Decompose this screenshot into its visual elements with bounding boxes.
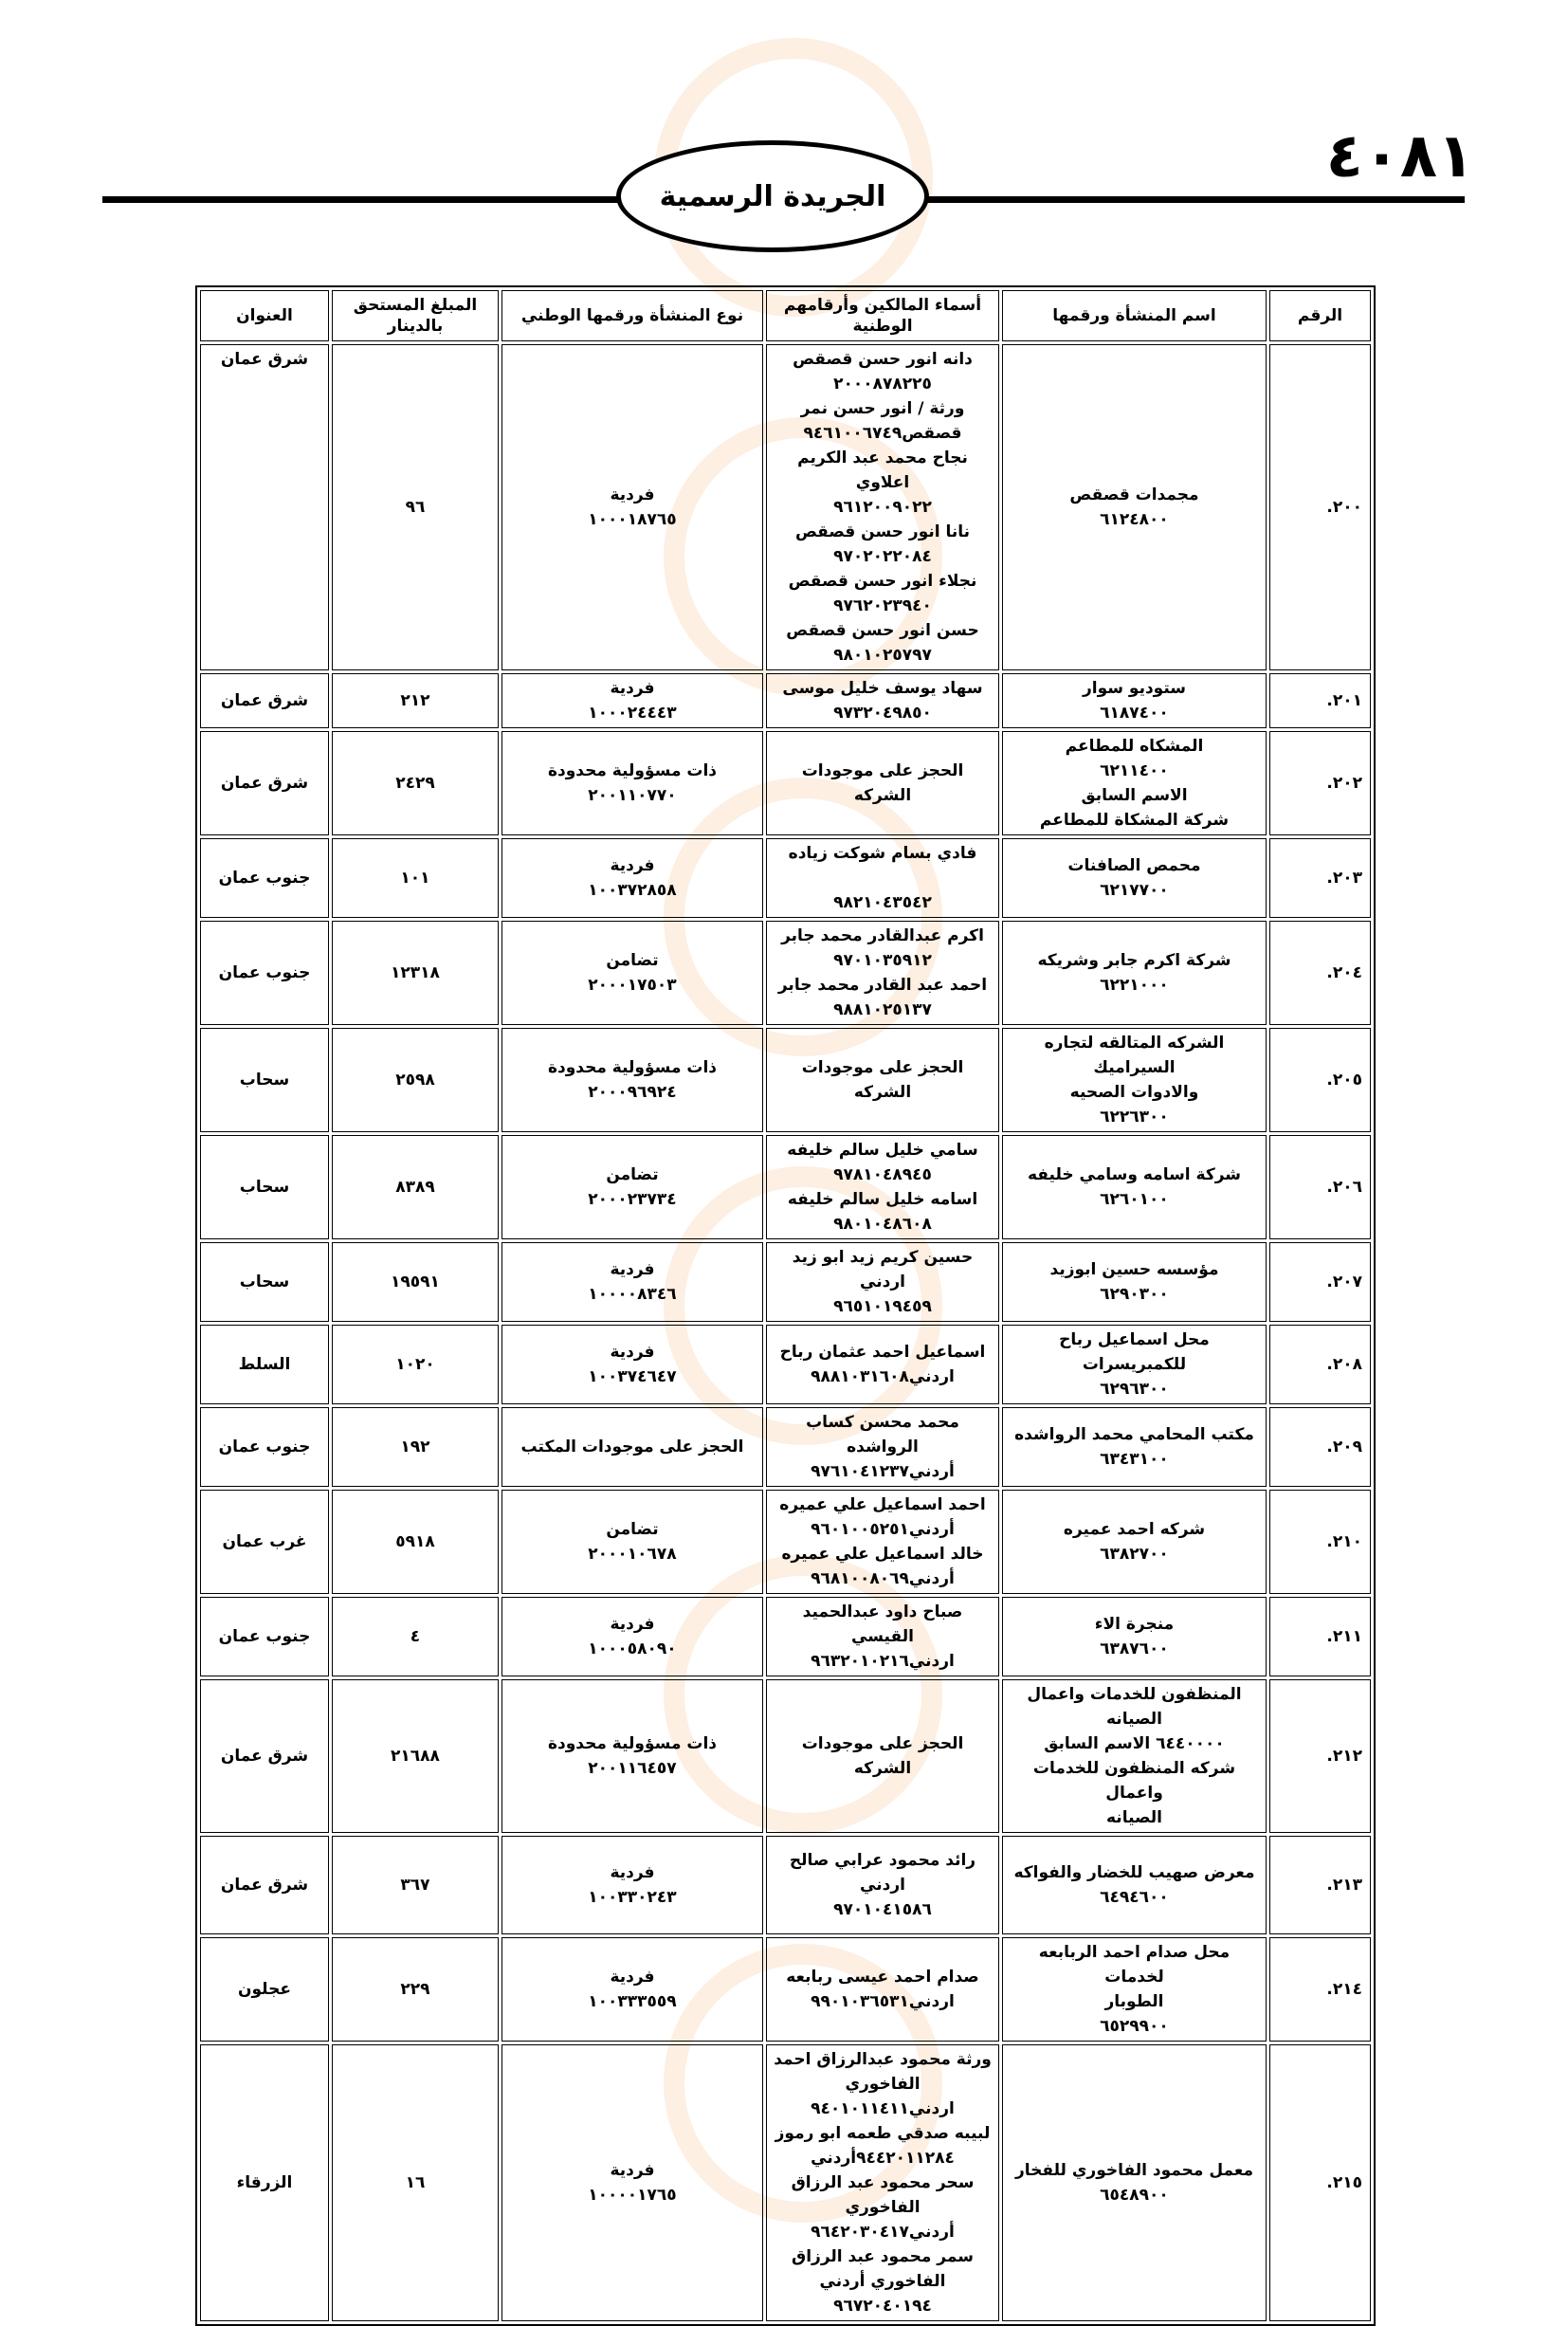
table-row — [200, 731, 1371, 835]
amount-due: ٨٣٨٩ — [332, 1135, 499, 1239]
row-number: ٢٠٧. — [1269, 1242, 1371, 1322]
address: السلط — [200, 1325, 329, 1404]
row-number: ٢٠٣. — [1269, 838, 1371, 918]
table-row — [200, 921, 1371, 1025]
amount-due: ٩٦ — [332, 344, 499, 670]
address: الزرقاء — [200, 2044, 329, 2321]
owners-list: اسماعيل احمد عثمان رباح اردني٩٨٨١٠٣١٦٠٨ — [766, 1325, 999, 1404]
establishment-name: مؤسسه حسين ابوزيد ٦٢٩٠٣٠٠ — [1002, 1242, 1267, 1322]
establishment-name: الشركه المتالقه لتجاره السيراميك والادوات الصحيه ٦٢٢٦٣٠٠ — [1002, 1028, 1267, 1132]
table-row — [200, 1679, 1371, 1833]
table-row — [200, 1490, 1371, 1594]
address: سحاب — [200, 1135, 329, 1239]
address: سحاب — [200, 1242, 329, 1322]
page-number: ٤٠٨١ — [1325, 121, 1474, 192]
row-number: ٢١٢. — [1269, 1679, 1371, 1833]
owners-list: الحجز على موجودات الشركه — [766, 1028, 999, 1132]
establishment-type: فردية ١٠٠٠١٨٧٦٥ — [501, 344, 763, 670]
amount-due: ١٠١ — [332, 838, 499, 918]
address: عجلون — [200, 1937, 329, 2042]
owners-list: احمد اسماعيل علي عميره أردني٩٦٠١٠٠٥٢٥١ خالد اسماعيل علي عميره أردني٩٦٨١٠٠٨٠٦٩ — [766, 1490, 999, 1594]
establishment-type: ذات مسؤولية محدودة ٢٠٠١١٦٤٥٧ — [501, 1679, 763, 1833]
address: شرق عمان — [200, 1836, 329, 1934]
establishment-name: شركة اكرم جابر وشريكه ٦٢٢١٠٠٠ — [1002, 921, 1267, 1025]
table-row — [200, 1597, 1371, 1676]
column-header-establishment: اسم المنشأة ورقمها — [1002, 290, 1267, 341]
owners-list: دانه انور حسن قصقص ٢٠٠٠٨٧٨٢٢٥ ورثة / انور حسن نمر قصقص٩٤٦١٠٠٦٧٤٩ نجاح محمد عبد الكريم اعلاوي ٩٦١٢٠٠٩٠٢٢ نانا انور حسن قصقص ٩٧٠٢٠٢٢٠٨٤ نجلاء انور حسن قصقص ٩٧٦٢٠٢٣٩٤٠ حسن انور حسن قصقص ٩٨٠١٠٢٥٧٩٧ — [766, 344, 999, 670]
row-number: ٢٠٤. — [1269, 921, 1371, 1025]
establishment-type: تضامن ٢٠٠٠١٧٥٠٣ — [501, 921, 763, 1025]
establishment-name: مجمدات قصقص ٦١٢٤٨٠٠ — [1002, 344, 1267, 670]
address: جنوب عمان — [200, 838, 329, 918]
address: جنوب عمان — [200, 1597, 329, 1676]
owners-list: الحجز على موجودات الشركه — [766, 731, 999, 835]
establishment-name: معمل محمود الفاخوري للفخار ٦٥٤٨٩٠٠ — [1002, 2044, 1267, 2321]
row-number: ٢١٤. — [1269, 1937, 1371, 2042]
establishment-type: فردية ١٠٠٠٢٤٤٤٣ — [501, 673, 763, 728]
owners-list: صدام احمد عيسى ربابعه اردني٩٩٠١٠٣٦٥٣١ — [766, 1937, 999, 2042]
establishment-name: شركه احمد عميره ٦٣٨٢٧٠٠ — [1002, 1490, 1267, 1594]
table-row — [200, 1836, 1371, 1934]
establishment-name: منجرة الاء ٦٣٨٧٦٠٠ — [1002, 1597, 1267, 1676]
column-header-number: الرقم — [1269, 290, 1371, 341]
establishment-name: مكتب المحامي محمد الرواشده ٦٣٤٣١٠٠ — [1002, 1407, 1267, 1487]
amount-due: ١٢٣١٨ — [332, 921, 499, 1025]
amount-due: ٢٤٢٩ — [332, 731, 499, 835]
amount-due: ٤ — [332, 1597, 499, 1676]
column-header-type: نوع المنشأة ورقمها الوطني — [501, 290, 763, 341]
address: شرق عمان — [200, 344, 329, 670]
owners-list: فادي بسام شوكت زياده ٩٨٢١٠٤٣٥٤٢ — [766, 838, 999, 918]
establishment-type: ذات مسؤولية محدودة ٢٠٠١١٠٧٧٠ — [501, 731, 763, 835]
row-number: ٢٠١. — [1269, 673, 1371, 728]
establishment-type: فردية ١٠٠٠٠١٧٦٥ — [501, 2044, 763, 2321]
address: شرق عمان — [200, 1679, 329, 1833]
establishment-name: معرض صهيب للخضار والفواكه ٦٤٩٤٦٠٠ — [1002, 1836, 1267, 1934]
table-row — [200, 673, 1371, 728]
row-number: ٢١٥. — [1269, 2044, 1371, 2321]
establishment-name: شركة اسامه وسامي خليفه ٦٢٦٠١٠٠ — [1002, 1135, 1267, 1239]
owners-list: سهاد يوسف خليل موسى ٩٧٣٢٠٤٩٨٥٠ — [766, 673, 999, 728]
establishment-type: فردية ١٠٠٣٧٢٨٥٨ — [501, 838, 763, 918]
address: سحاب — [200, 1028, 329, 1132]
establishment-type: فردية ١٠٠٠٥٨٠٩٠ — [501, 1597, 763, 1676]
owners-list: ورثة محمود عبدالرزاق احمد الفاخوري اردني٩٤٠١٠١١٤١١ لبيبه صدقي طعمه ابو رموز ٩٤٤٢٠١١٢٨٤أردني سحر محمود عبد الرزاق الفاخوري أردني٩٦٤٢٠٣٠٤١٧ سمر محمود عبد الرزاق الفاخوري أردني ٩٦٧٢٠٤٠١٩٤ — [766, 2044, 999, 2321]
establishment-name: محل صدام احمد الربابعه لخدمات الطوبار ٦٥٢٩٩٠٠ — [1002, 1937, 1267, 2042]
amount-due: ١٩٢ — [332, 1407, 499, 1487]
establishment-type: فردية ١٠٠٣٣٣٥٥٩ — [501, 1937, 763, 2042]
row-number: ٢١٣. — [1269, 1836, 1371, 1934]
table-row — [200, 1242, 1371, 1322]
column-header-amount: المبلغ المستحق بالدينار — [332, 290, 499, 341]
table-row — [200, 838, 1371, 918]
amount-due: ١٩٥٩١ — [332, 1242, 499, 1322]
address: جنوب عمان — [200, 1407, 329, 1487]
row-number: ٢٠٢. — [1269, 731, 1371, 835]
address: شرق عمان — [200, 731, 329, 835]
table-header-row — [200, 290, 1371, 341]
gazette-title-badge — [616, 140, 929, 252]
table-row — [200, 1937, 1371, 2042]
establishment-type: الحجز على موجودات المكتب — [501, 1407, 763, 1487]
column-header-address: العنوان — [200, 290, 329, 341]
row-number: ٢٠٩. — [1269, 1407, 1371, 1487]
address: جنوب عمان — [200, 921, 329, 1025]
table-row — [200, 1407, 1371, 1487]
establishment-name: المنظفون للخدمات واعمال الصيانه ٦٤٤٠٠٠٠ الاسم السابق شركه المنظفون للخدمات واعمال الصيانه — [1002, 1679, 1267, 1833]
owners-list: محمد محسن كساب الرواشده أردني٩٧٦١٠٤١٢٣٧ — [766, 1407, 999, 1487]
table-row — [200, 2044, 1371, 2321]
table-row — [200, 344, 1371, 670]
amount-due: ١٦ — [332, 2044, 499, 2321]
establishment-name: محمص الصافنات ٦٢١٧٧٠٠ — [1002, 838, 1267, 918]
row-number: ٢٠٨. — [1269, 1325, 1371, 1404]
establishment-name: محل اسماعيل رباح للكمبريسرات ٦٢٩٦٣٠٠ — [1002, 1325, 1267, 1404]
table-row — [200, 1135, 1371, 1239]
establishment-type: فردية ١٠٠٠٠٨٣٤٦ — [501, 1242, 763, 1322]
establishment-type: تضامن ٢٠٠٠٢٣٧٣٤ — [501, 1135, 763, 1239]
owners-list: صباح داود عبدالحميد القيسي اردني٩٦٣٢٠١٠٢١٦ — [766, 1597, 999, 1676]
amount-due: ٢٥٩٨ — [332, 1028, 499, 1132]
establishments-table — [195, 285, 1376, 2326]
owners-list: الحجز على موجودات الشركه — [766, 1679, 999, 1833]
amount-due: ٢٢٩ — [332, 1937, 499, 2042]
amount-due: ١٠٢٠ — [332, 1325, 499, 1404]
amount-due: ٢١٢ — [332, 673, 499, 728]
establishment-type: تضامن ٢٠٠٠١٠٦٧٨ — [501, 1490, 763, 1594]
row-number: ٢٠٥. — [1269, 1028, 1371, 1132]
amount-due: ٢١٦٨٨ — [332, 1679, 499, 1833]
establishment-type: فردية ١٠٠٣٧٤٦٤٧ — [501, 1325, 763, 1404]
owners-list: رائد محمود عرابي صالح اردني ٩٧٠١٠٤١٥٨٦ — [766, 1836, 999, 1934]
establishment-name: المشكاه للمطاعم ٦٢١١٤٠٠ الاسم السابق شركة المشكاة للمطاعم — [1002, 731, 1267, 835]
table-row — [200, 1325, 1371, 1404]
establishment-name: ستوديو سوار ٦١٨٧٤٠٠ — [1002, 673, 1267, 728]
row-number: ٢٠٦. — [1269, 1135, 1371, 1239]
column-header-owners: أسماء المالكين وأرقامهم الوطنية — [766, 290, 999, 341]
row-number: ٢٠٠. — [1269, 344, 1371, 670]
row-number: ٢١١. — [1269, 1597, 1371, 1676]
gazette-title: الجريدة الرسمية — [659, 179, 886, 213]
table-row — [200, 1028, 1371, 1132]
owners-list: اكرم عبدالقادر محمد جابر ٩٧٠١٠٣٥٩١٢ احمد عبد القادر محمد جابر ٩٨٨١٠٢٥١٣٧ — [766, 921, 999, 1025]
owners-list: سامي خليل سالم خليفه ٩٧٨١٠٤٨٩٤٥ اسامه خليل سالم خليفه ٩٨٠١٠٤٨٦٠٨ — [766, 1135, 999, 1239]
owners-list: حسين كريم زيد ابو زيد اردني ٩٦٥١٠١٩٤٥٩ — [766, 1242, 999, 1322]
amount-due: ٣٦٧ — [332, 1836, 499, 1934]
establishment-type: فردية ١٠٠٣٣٠٢٤٣ — [501, 1836, 763, 1934]
establishment-type: ذات مسؤولية محدودة ٢٠٠٠٩٦٩٢٤ — [501, 1028, 763, 1132]
address: شرق عمان — [200, 673, 329, 728]
amount-due: ٥٩١٨ — [332, 1490, 499, 1594]
address: غرب عمان — [200, 1490, 329, 1594]
row-number: ٢١٠. — [1269, 1490, 1371, 1594]
